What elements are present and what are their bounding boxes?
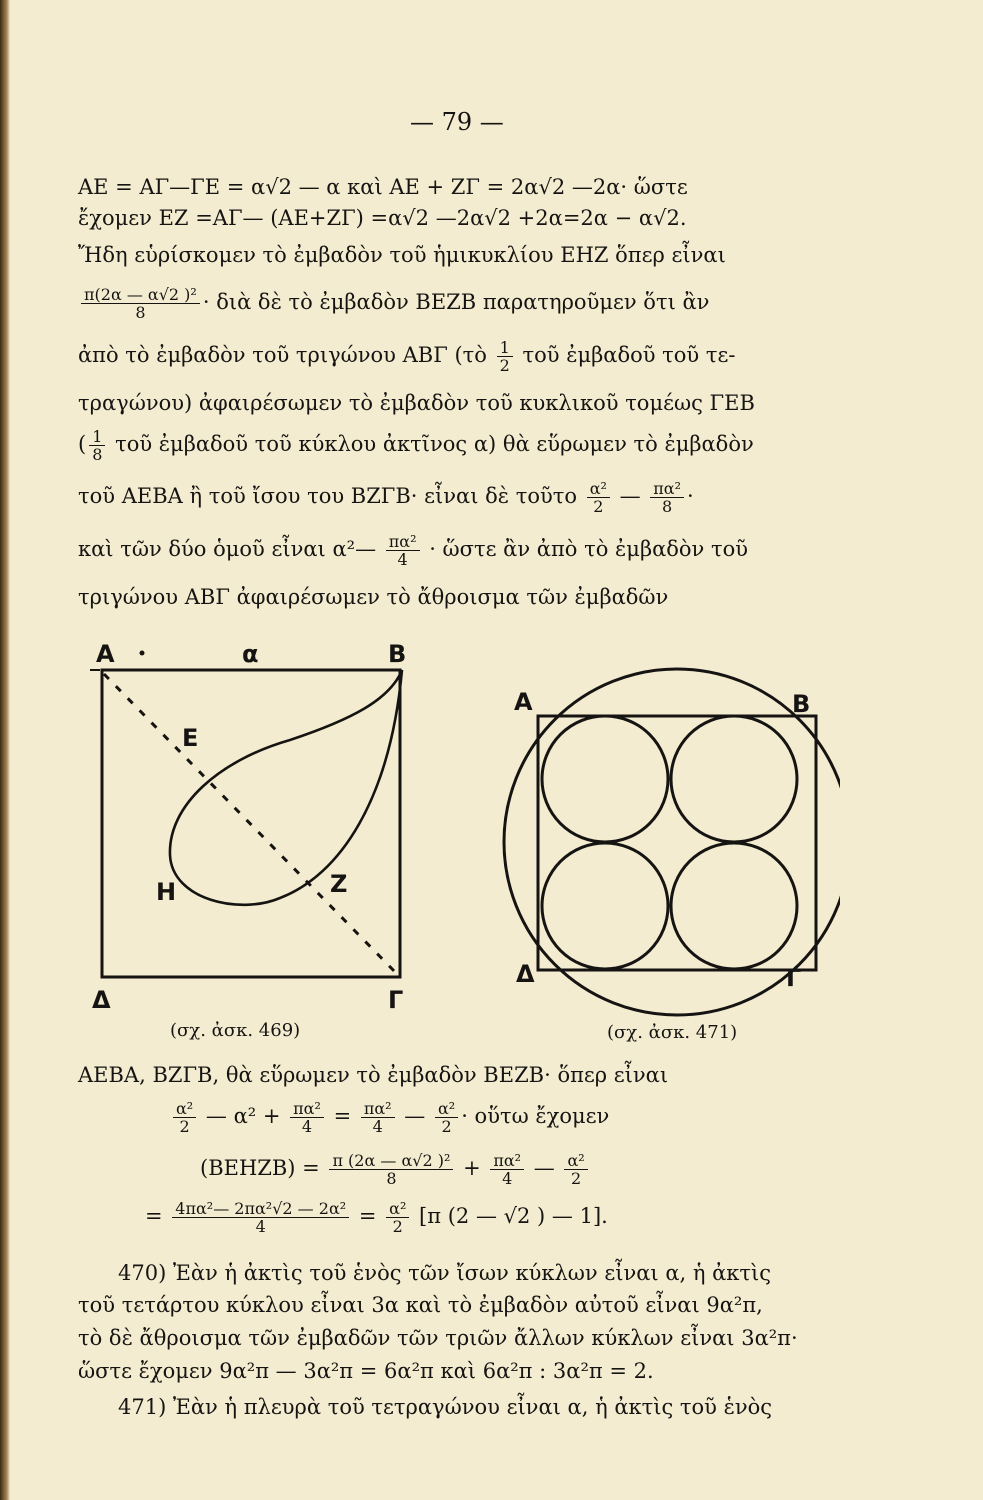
eq1-frac-c: $\frac{\text{πα²}}{4}$: [361, 1100, 395, 1135]
eq2-frac-2: $\frac{\text{πα²}}{4}$: [490, 1152, 524, 1187]
label-Z: Ζ: [330, 870, 348, 898]
label-G: Γ: [388, 986, 404, 1014]
eq3-frac-2: $\frac{\text{α²}}{2}$: [386, 1200, 409, 1235]
formula-line-2: (ΒΕΗΖΒ) = $\frac{\text{π (2α — α√2 )²}}{8}$ + $\frac{\text{πα²}}{4}$ — $\frac{\text{α²}}{2}$: [200, 1152, 840, 1187]
text-line-11: ΑΕΒΑ, ΒΖΓΒ, θὰ εὕρωμεν τὸ ἐμβαδὸν ΒΕΖΒ· ὅπερ εἶναι: [78, 1063, 669, 1087]
text-line-6: τραγώνου) ἀφαιρέσωμεν τὸ ἐμβαδὸν τοῦ κυκλικοῦ τομέως ΓΕΒ: [78, 391, 755, 415]
eq2-frac-1: $\frac{\text{π (2α — α√2 )²}}{8}$: [329, 1152, 453, 1187]
eq1-frac-d: $\frac{\text{α²}}{2}$: [435, 1100, 458, 1135]
text-line-5: ἀπὸ τὸ ἐμβαδὸν τοῦ τριγώνου ΑΒΓ (τὸ $\frac{1}{2}$ τοῦ ἐμβαδοῦ τοῦ τε-: [78, 338, 736, 375]
formula-line-1: $\frac{\text{α²}}{2}$ — α² + $\frac{\text{πα²}}{4}$ = $\frac{\text{πα²}}{4}$ — $\frac{\text{α²}}{2}$ · οὕτω ἔχομεν: [170, 1100, 850, 1135]
caption-471: (σχ. ἀσκ. 471): [607, 1022, 738, 1043]
label-D: Δ: [516, 960, 535, 988]
text-line-470-4: ὥστε ἔχομεν 9α²π — 3α²π = 6α²π καὶ 6α²π : 3α²π = 2.: [78, 1359, 654, 1383]
label-H: Η: [156, 878, 177, 906]
text-line-4: $\frac{\text{π(2α — α√2 )²}}{8}$ · διὰ δὲ τὸ ἐμβαδὸν ΒΕΖΒ παρατηροῦμεν ὅτι ἂν: [78, 286, 848, 321]
diagonal-ac: [104, 674, 398, 975]
inner-circle-3: [542, 843, 668, 969]
text-line-470-1: 470) Ἐὰν ἡ ἀκτὶς τοῦ ἑνὸς τῶν ἴσων κύκλων εἶναι α, ἡ ἀκτὶς: [118, 1261, 772, 1285]
text-line-3: Ἤδη εὑρίσκομεν τὸ ἐμβαδὸν τοῦ ἡμικυκλίου ΕΗΖ ὅπερ εἶναι: [78, 243, 726, 267]
text-line-470-3: τὸ δὲ ἄθροισμα τῶν ἐμβαδῶν τῶν τριῶν ἄλλων κύκλων εἶναι 3α²π·: [78, 1326, 798, 1350]
fraction-a2-over-2: $\frac{\text{α²}}{2}$: [587, 480, 610, 515]
text-line-1: ΑΕ = ΑΓ—ΓΕ = α√2 — α καὶ ΑΕ + ΖΓ = 2α√2 —2α· ὥστε: [78, 175, 688, 199]
inner-circle-2: [671, 716, 797, 842]
fraction-eighth: $\frac{1}{8}$: [89, 428, 105, 463]
text-line-10: τριγώνου ΑΒΓ ἀφαιρέσωμεν τὸ ἄθροισμα τῶν ἐμβαδῶν: [78, 585, 669, 609]
page-number: — 79 —: [410, 108, 504, 136]
fraction-semicircle-area: $\frac{\text{π(2α — α√2 )²}}{8}$: [81, 286, 200, 321]
dot: [140, 651, 145, 656]
figure-471: [480, 660, 840, 1020]
teardrop-curve: [170, 670, 402, 905]
text-line-2: ἔχομεν ΕΖ =ΑΓ— (ΑΕ+ΖΓ) =α√2 —2α√2 +2α=2α − α√2.: [78, 206, 687, 230]
label-A: Α: [96, 640, 115, 668]
figure-469: [90, 640, 420, 1020]
label-B: Β: [388, 640, 407, 668]
eq2-frac-3: $\frac{\text{α²}}{2}$: [564, 1152, 587, 1187]
eq1-frac-b: $\frac{\text{πα²}}{4}$: [290, 1100, 324, 1135]
text-line-8: τοῦ ΑΕΒΑ ἢ τοῦ ἴσου του ΒΖΓΒ· εἶναι δὲ τοῦτο $\frac{\text{α²}}{2}$ — $\frac{\text{πα²}}{8}$ ·: [78, 479, 694, 516]
label-B: Β: [792, 690, 811, 718]
label-A: Α: [514, 688, 533, 716]
formula-line-3: = $\frac{\text{4πα²— 2πα²√2 — 2α²}}{4}$ = $\frac{\text{α²}}{2}$ [π (2 — √2 ) — 1].: [145, 1199, 608, 1236]
page-binding-edge: [0, 0, 10, 1500]
eq1-frac-a: $\frac{\text{α²}}{2}$: [173, 1100, 196, 1135]
label-E: Ε: [182, 724, 199, 752]
text-line-7: ( $\frac{1}{8}$ τοῦ ἐμβαδοῦ τοῦ κύκλου ἀκτῖνος α) θὰ εὕρωμεν τὸ ἐμβαδὸν: [78, 427, 754, 464]
fraction-half: $\frac{1}{2}$: [497, 339, 513, 374]
inner-circle-4: [671, 843, 797, 969]
label-D: Δ: [92, 986, 111, 1014]
label-a: α: [242, 640, 259, 668]
text-line-9: καὶ τῶν δύο ὁμοῦ εἶναι α²— $\frac{\text{πα²}}{4}$ · ὥστε ἂν ἀπὸ τὸ ἐμβαδὸν τοῦ: [78, 532, 749, 569]
inner-circle-1: [542, 716, 668, 842]
label-G: Γ: [786, 964, 802, 992]
text-line-471-1: 471) Ἐὰν ἡ πλευρὰ τοῦ τετραγώνου εἶναι α, ἡ ἀκτὶς τοῦ ἑνὸς: [118, 1395, 773, 1419]
fraction-pa2-over-8: $\frac{\text{πα²}}{8}$: [650, 480, 684, 515]
text-line-470-2: τοῦ τετάρτου κύκλου εἶναι 3α καὶ τὸ ἐμβαδὸν αὐτοῦ εἶναι 9α²π,: [78, 1293, 763, 1317]
fraction-pa2-over-4: $\frac{\text{πα²}}{4}$: [386, 533, 420, 568]
eq3-frac-1: $\frac{\text{4πα²— 2πα²√2 — 2α²}}{4}$: [172, 1200, 349, 1235]
caption-469: (σχ. ἀσκ. 469): [170, 1020, 301, 1041]
